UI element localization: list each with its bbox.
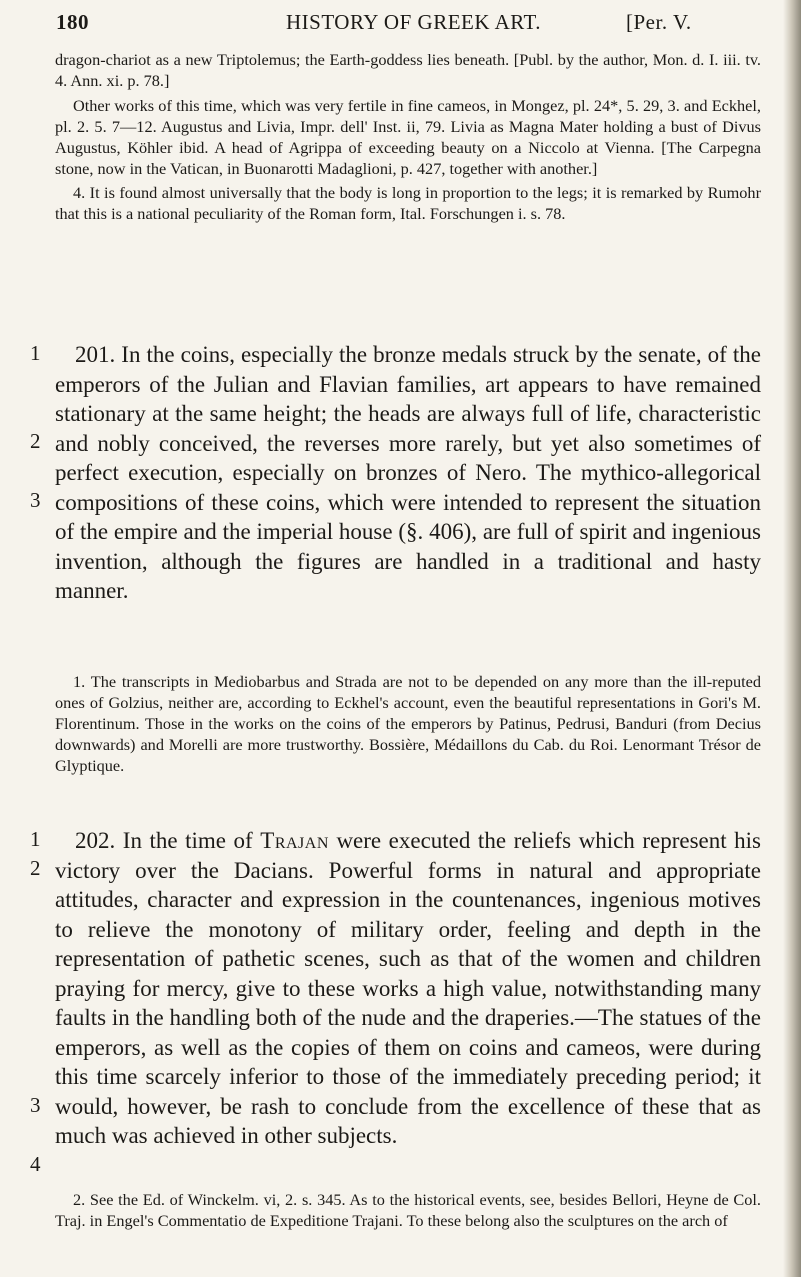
period-label: [Per. V. — [626, 10, 692, 34]
margin-number: 2 — [30, 429, 41, 453]
section-201 — [55, 340, 761, 606]
emperor-name: Trajan — [260, 828, 329, 853]
margin-number: 1 — [30, 827, 41, 851]
section-202-body: were executed the reliefs which represent his victory over the Dacians. Powerful forms in natural and appropriate attitudes, character and expression in the countenances, ingenious motives to relieve the monotony of military order, feeling and depth in the representation of pathetic scenes, such as that of the women and children praying for mercy, give to these works a high value, notwithstanding many faults in the handling both of the nude and the draperies.—The statues of the emperors, as well as the copies of them on coins and cameos, were during this time scarcely inferior to those of the immediately preceding period; it would, however, be rash to conclude from the excellence of these that as much was achieved in other subjects. — [55, 828, 762, 1148]
section-202-lead: 202. In the time of — [75, 828, 253, 853]
section-202 — [55, 826, 761, 1151]
section-202-note — [55, 1190, 761, 1232]
section-201-note — [55, 672, 761, 777]
margin-number: 1 — [30, 341, 41, 365]
page-number: 180 — [56, 10, 89, 34]
footnote-201-1: 1. The transcripts in Mediobarbus and Strada are not to be depended on any more than the ill-reputed ones of Golzius, neither are, according to Eckhel's account, even the beautiful representations in Gori's M. Florentinum. Those in the works on the coins of the emperors by Patinus, Pedrusi, Banduri (from Decius downwards) and Morelli are more trustworthy. Bossière, Médaillons du Cab. du Roi. Lenormant Trésor de Glyptique. — [55, 672, 761, 775]
note-continuation: dragon-chariot as a new Triptolemus; the Earth-goddess lies beneath. [Publ. by the author, Mon. d. I. iii. tv. 4. Ann. xi. p. 78.] — [55, 50, 761, 90]
footnote-202-2: 2. See the Ed. of Winckelm. vi, 2. s. 345. As to the historical events, see, besides Bellori, Heyne de Col. Traj. in Engel's Commentatio de Expeditione Trajani. To these belong also the sculptures on the arch of — [55, 1190, 761, 1230]
section-202-paragraph — [55, 826, 761, 1151]
note-paragraph-4: 4. It is found almost universally that the body is long in proportion to the legs; it is remarked by Rumohr that this is a national peculiarity of the Roman form, Ital. Forschungen i. s. 78. — [55, 183, 761, 224]
running-header — [56, 6, 756, 40]
section-201-paragraph: 201. In the coins, especially the bronze medals struck by the senate, of the emperors of the Julian and Flavian families, art appears to have remained stationary at the same height; the heads are always full of life, characteristic and nobly conceived, the reverses more rarely, but yet also sometimes of perfect execution, especially on bronzes of Nero. The mythico-allegorical compositions of these coins, which were intended to represent the situation of the empire and the imperial house (§. 406), are full of spirit and ingenious invention, although the figures are handled in a traditional and hasty manner. — [55, 342, 761, 603]
margin-number: 3 — [30, 1093, 41, 1117]
margin-number: 2 — [30, 856, 41, 880]
top-notes — [55, 50, 761, 225]
note-paragraph-cameos: Other works of this time, which was very fertile in fine cameos, in Mongez, pl. 24*, 5. 29, 3. and Eckhel, pl. 2. 5. 7—12. Augustus and Livia, Impr. dell' Inst. ii, 79. Livia as Magna Mater holding a bust of Divus Augustus, Köhler ibid. A head of Agrippa of exceeding beauty on a Niccolo at Vienna. [The Carpegna stone, now in the Vatican, in Buonarotti Madaglioni, p. 427, together with another.] — [55, 95, 761, 178]
margin-number: 3 — [30, 488, 41, 512]
page-edge-shadow — [783, 0, 801, 1277]
margin-number: 4 — [30, 1152, 41, 1176]
running-title: HISTORY OF GREEK ART. — [286, 10, 542, 34]
